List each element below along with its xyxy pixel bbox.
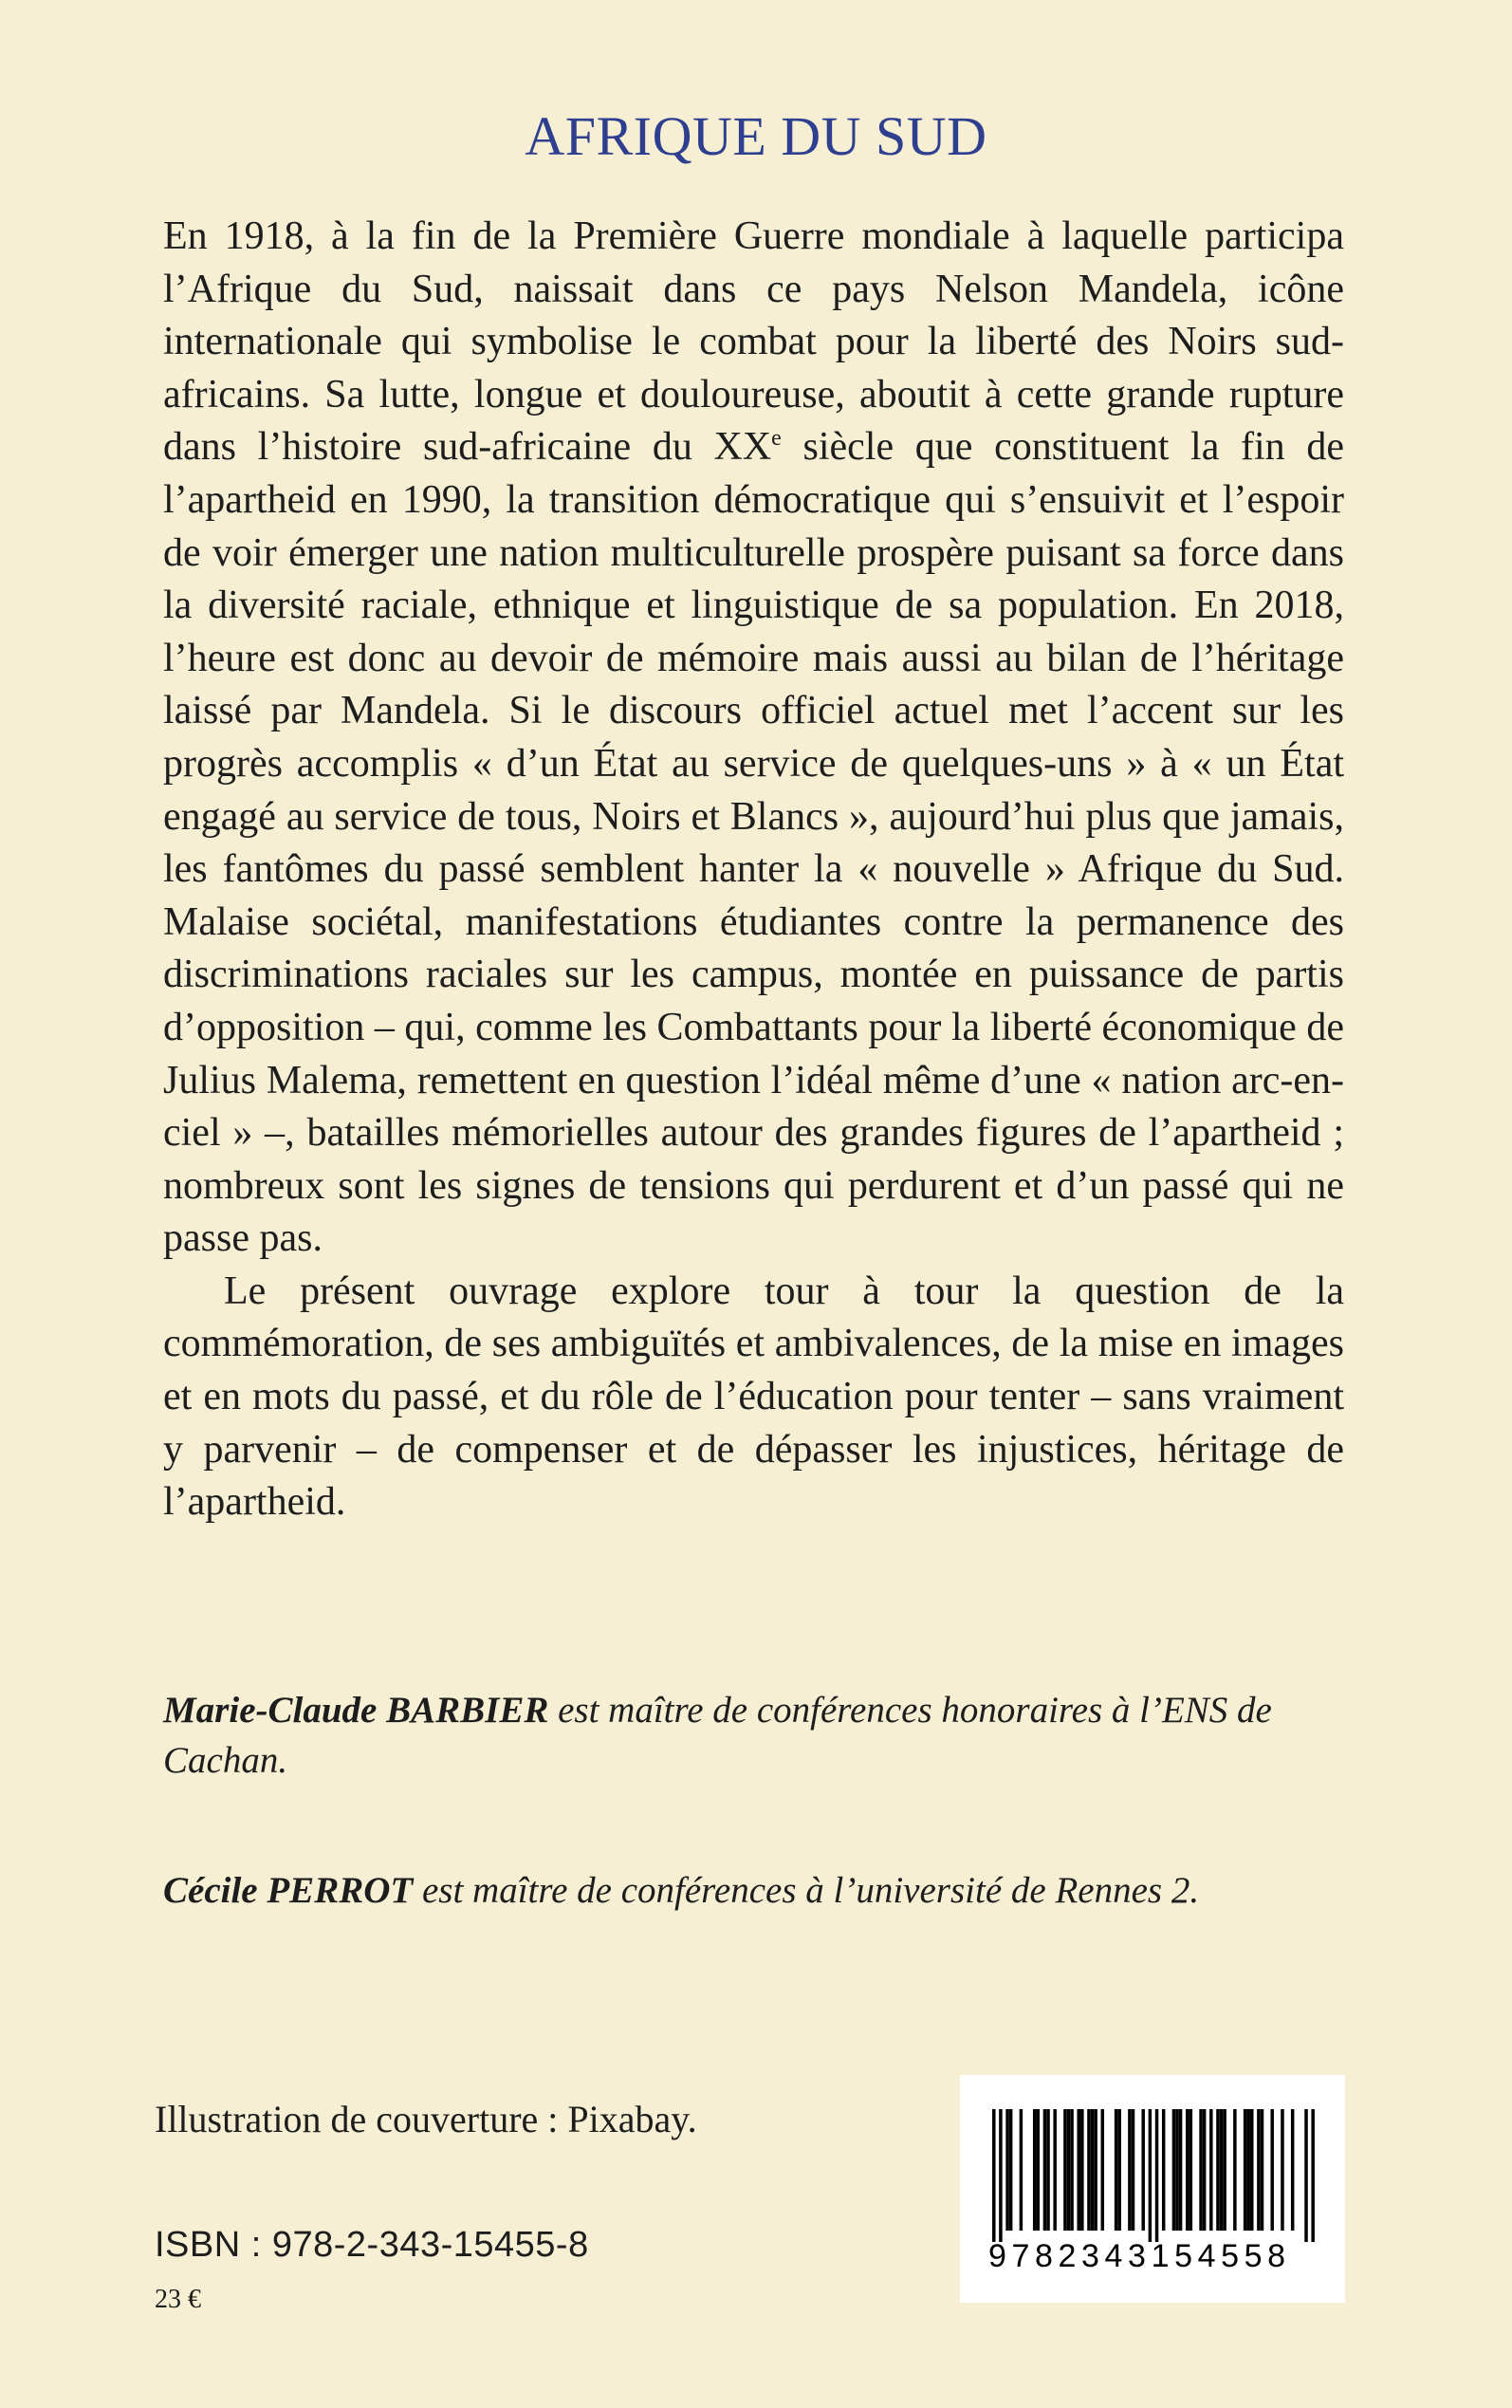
barcode-bar: [1179, 2109, 1183, 2231]
isbn-number: ISBN : 978-2-343-15455-8: [155, 2225, 589, 2265]
barcode-bar: [1053, 2109, 1057, 2231]
barcode-digits: 9782343154558: [988, 2238, 1291, 2274]
barcode-bar: [1162, 2109, 1166, 2231]
barcode-bar: [1149, 2109, 1152, 2242]
barcode-bar: [1115, 2109, 1118, 2231]
author-bio-1: [163, 1685, 1344, 1786]
author-name: Marie-Claude BARBIER: [163, 1690, 549, 1731]
barcode-bar: [1172, 2109, 1176, 2231]
barcode-bar: [1244, 2109, 1247, 2231]
barcode-bar: [1203, 2109, 1207, 2231]
barcode-bar: [1261, 2109, 1264, 2231]
barcode-bar: [1009, 2109, 1013, 2231]
barcode-bar: [1091, 2109, 1095, 2231]
barcode-bar: [1250, 2109, 1254, 2231]
barcode-bar: [1209, 2109, 1213, 2231]
blurb-text-part-2: siècle que constituent la fin de l’apartheid en 1990, la transition démocratique qui s’ensuivit et l’espoir de voir émerger une nation multiculturelle prospère puisant sa force dans la diversité raciale, ethnique et linguistique de sa population. En 2018, l’heure est donc au devoir de mémoire mais aussi au bilan de l’héritage laissé par Mandela. Si le discours officiel actuel met l’accent sur les progrès accomplis « d’un État au service de quelques-uns » à « un État engagé au service de tous, Noirs et Blancs », aujourd’hui plus que jamais, les fantômes du passé semblent hanter la « nouvelle » Afrique du Sud. Malaise sociétal, manifestations étudiantes contre la permanence des discriminations raciales sur les campus, montée en puissance de partis d’opposition – qui, comme les Combattants pour la liberté économique de Julius Malema, remettent en question l’idéal même d’une « nation arc-en-ciel » –, batailles mémorielles autour des grandes figures de l’apartheid ; nombreux sont les signes de tensions qui perdurent et d’un passé qui ne passe pas.: [163, 425, 1344, 1261]
barcode-bar: [1094, 2109, 1097, 2231]
barcode-bar: [1291, 2109, 1295, 2231]
barcode-bar: [1080, 2109, 1084, 2231]
barcode-bar: [1046, 2109, 1050, 2231]
barcode-bar: [1063, 2109, 1067, 2231]
author-bio-text: est maître de conférences honoraires à l’ENS de Cachan.: [163, 1690, 1272, 1781]
cover-illustration-credit: Illustration de couverture : Pixabay.: [155, 2098, 697, 2140]
barcode-bar: [1223, 2109, 1226, 2231]
barcode: [960, 2075, 1345, 2303]
barcode-bars-icon: [992, 2109, 1315, 2242]
barcode-bar: [1246, 2109, 1250, 2231]
blurb-paragraph-1: [163, 211, 1344, 1266]
barcode-bar: [1070, 2109, 1074, 2231]
barcode-bar: [1189, 2109, 1193, 2231]
blurb-paragraph-2: Le présent ouvrage explore tour à tour la question de la commémoration, de ses ambiguïtés et ambivalences, de la mise en images et en mots du passé, et du rôle de l’éducation pour tenter – sans vraiment y parvenir – de compenser et de dépasser les injustices, héritage de l’apartheid.: [163, 1269, 1344, 1525]
barcode-bar: [1141, 2109, 1145, 2231]
barcode-bar: [1216, 2109, 1220, 2231]
barcode-bar: [1128, 2109, 1132, 2231]
barcode-bar: [1101, 2109, 1105, 2231]
barcode-bar: [1117, 2109, 1121, 2231]
barcode-bar: [1304, 2109, 1308, 2242]
author-name: Cécile PERROT: [163, 1870, 414, 1911]
barcode-bar: [1043, 2109, 1047, 2231]
author-bio-2: [163, 1865, 1344, 1916]
barcode-bar: [999, 2109, 1003, 2242]
author-bio-text: est maître de conférences à l’université de Rennes 2.: [413, 1870, 1200, 1911]
century-superscript: e: [771, 426, 782, 452]
back-cover-blurb: [163, 211, 1344, 1529]
barcode-bar: [1220, 2109, 1224, 2231]
barcode-bar: [1311, 2109, 1315, 2242]
barcode-bar: [1077, 2109, 1080, 2231]
barcode-bar: [1132, 2109, 1135, 2231]
book-title: AFRIQUE DU SUD: [525, 105, 987, 167]
barcode-bar: [1233, 2109, 1237, 2231]
barcode-bar: [1067, 2109, 1071, 2231]
barcode-bar: [1087, 2109, 1091, 2231]
barcode-bar: [1005, 2109, 1009, 2231]
barcode-bar: [1175, 2109, 1179, 2231]
barcode-bar: [1037, 2109, 1041, 2231]
barcode-bar: [1020, 2109, 1023, 2231]
blurb-text-part-1: En 1918, à la fin de la Première Guerre mondiale à laquelle participa l’Afrique du Sud, naissait dans ce pays Nelson Mandela, icône internationale qui symbolise le combat pour la liberté des Noirs sud-africains. Sa lutte, longue et douloureuse, aboutit à cette grande rupture dans l’histoire sud-africaine du XX: [163, 214, 1344, 470]
barcode-bar: [1257, 2109, 1261, 2231]
barcode-bar: [1033, 2109, 1037, 2231]
barcode-bar: [1186, 2109, 1189, 2231]
barcode-bar: [1281, 2109, 1284, 2231]
barcode-bar: [1155, 2109, 1159, 2242]
price: 23 €: [155, 2285, 201, 2314]
barcode-bar: [1199, 2109, 1203, 2231]
barcode-bar: [992, 2109, 996, 2242]
barcode-bar: [1270, 2109, 1274, 2231]
